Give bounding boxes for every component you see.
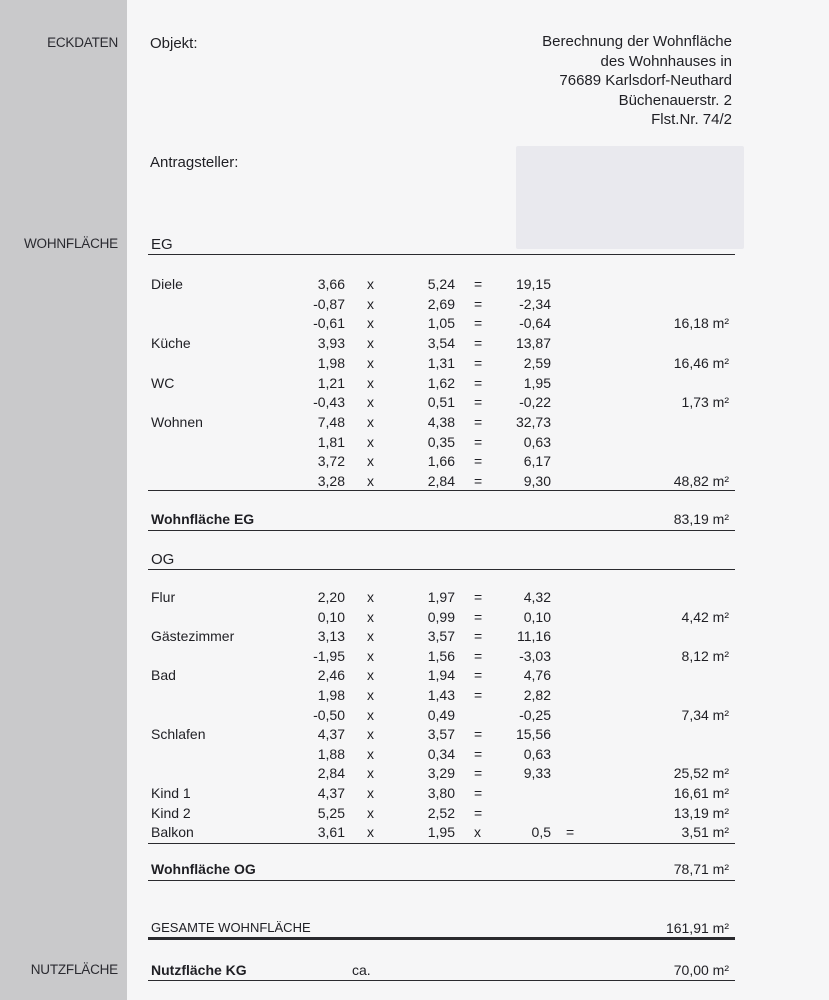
dimension-b: 0,35 bbox=[427, 433, 455, 450]
dimension-b: 1,31 bbox=[427, 354, 455, 371]
dimension-a: 4,37 bbox=[317, 785, 345, 801]
table-row bbox=[0, 609, 829, 629]
partial-result: 19,15 bbox=[515, 276, 551, 292]
dimension-a: 1,81 bbox=[317, 433, 345, 450]
dimension-a: 3,93 bbox=[317, 335, 345, 352]
operator: = bbox=[474, 453, 483, 470]
table-row bbox=[0, 276, 829, 296]
times-sign: x bbox=[367, 804, 374, 821]
room-sum: 16,18 m² bbox=[673, 315, 729, 332]
dimension-b: 1,94 bbox=[427, 667, 455, 684]
room-name: WC bbox=[151, 374, 175, 391]
room-sum: 3,51 m² bbox=[681, 824, 729, 841]
operator: = bbox=[474, 335, 483, 352]
og-heading: OG bbox=[151, 551, 175, 568]
operator-2: = bbox=[566, 824, 575, 841]
dimension-b: 1,66 bbox=[427, 453, 455, 470]
room-name: Gästezimmer bbox=[151, 628, 235, 645]
room-sum: 16,61 m² bbox=[673, 785, 729, 801]
partial-result: 0,63 bbox=[523, 745, 551, 762]
operator: = bbox=[474, 667, 483, 684]
partial-result: 4,32 bbox=[523, 589, 551, 605]
og-total-rule bbox=[148, 880, 735, 881]
operator: = bbox=[474, 589, 483, 605]
dimension-a: 2,20 bbox=[317, 589, 345, 605]
dimension-a: -1,95 bbox=[313, 647, 345, 664]
partial-result: 11,16 bbox=[517, 628, 551, 645]
table-row bbox=[0, 687, 829, 707]
address-line: Flst.Nr. 74/2 bbox=[651, 111, 732, 128]
dimension-b: 0,49 bbox=[427, 706, 455, 723]
dimension-a: 2,46 bbox=[317, 667, 345, 684]
times-sign: x bbox=[367, 276, 374, 292]
operator: = bbox=[474, 608, 483, 625]
operator: = bbox=[474, 687, 483, 703]
times-sign: x bbox=[367, 354, 374, 371]
table-row bbox=[0, 824, 829, 844]
partial-result: -0,25 bbox=[519, 706, 551, 723]
times-sign: x bbox=[367, 824, 374, 841]
room-name: Bad bbox=[151, 667, 176, 684]
table-row bbox=[0, 805, 829, 825]
times-sign: x bbox=[367, 335, 374, 352]
operator: = bbox=[474, 276, 483, 292]
table-row bbox=[0, 667, 829, 687]
dimension-a: 1,88 bbox=[317, 745, 345, 762]
dimension-b: 1,56 bbox=[427, 647, 455, 664]
nutz-ca: ca. bbox=[352, 962, 371, 978]
eg-heading-rule bbox=[148, 254, 735, 255]
room-name: Kind 1 bbox=[151, 785, 191, 801]
partial-result: -3,03 bbox=[519, 647, 551, 664]
table-row bbox=[0, 394, 829, 414]
dimension-a: 0,10 bbox=[317, 608, 345, 625]
table-row bbox=[0, 315, 829, 335]
dimension-a: 1,98 bbox=[317, 687, 345, 703]
dimension-b: 3,57 bbox=[427, 628, 455, 645]
dimension-a: 7,48 bbox=[317, 413, 345, 430]
nutz-rule bbox=[148, 980, 735, 981]
partial-result: -0,64 bbox=[519, 315, 551, 332]
eg-sum-rule bbox=[148, 490, 735, 491]
dimension-b: 5,24 bbox=[427, 276, 455, 292]
partial-result: 9,30 bbox=[523, 473, 551, 489]
operator: = bbox=[474, 647, 483, 664]
times-sign: x bbox=[367, 647, 374, 664]
dimension-a: -0,61 bbox=[313, 315, 345, 332]
operator: = bbox=[474, 413, 483, 430]
table-row bbox=[0, 414, 829, 434]
sidebar bbox=[0, 0, 127, 1000]
table-row bbox=[0, 746, 829, 766]
times-sign: x bbox=[367, 473, 374, 489]
table-row bbox=[0, 707, 829, 727]
dimension-a: -0,50 bbox=[313, 706, 345, 723]
operator: = bbox=[474, 374, 483, 391]
partial-result: -2,34 bbox=[519, 295, 551, 312]
times-sign: x bbox=[367, 394, 374, 411]
table-row bbox=[0, 589, 829, 609]
dimension-a: 3,66 bbox=[317, 276, 345, 292]
dimension-b: 0,51 bbox=[427, 394, 455, 411]
times-sign: x bbox=[367, 413, 374, 430]
address-block bbox=[542, 32, 732, 130]
operator: = bbox=[474, 628, 483, 645]
operator: = bbox=[474, 726, 483, 743]
table-row bbox=[0, 785, 829, 805]
times-sign: x bbox=[367, 315, 374, 332]
gesamt-value: 161,91 m² bbox=[665, 920, 729, 936]
dimension-b: 2,84 bbox=[427, 473, 455, 489]
operator: = bbox=[474, 295, 483, 312]
room-name: Wohnen bbox=[151, 413, 203, 430]
room-name: Küche bbox=[151, 335, 191, 352]
redacted-applicant-box bbox=[516, 146, 744, 249]
table-row bbox=[0, 434, 829, 454]
dimension-b: 3,57 bbox=[427, 726, 455, 743]
table-row bbox=[0, 453, 829, 473]
partial-result: 0,10 bbox=[523, 608, 551, 625]
table-row bbox=[0, 296, 829, 316]
room-sum: 25,52 m² bbox=[673, 765, 729, 782]
operator: = bbox=[474, 354, 483, 371]
room-sum: 48,82 m² bbox=[673, 473, 729, 489]
eg-heading: EG bbox=[151, 236, 173, 253]
operator: = bbox=[474, 433, 483, 450]
partial-result: 0,5 bbox=[531, 824, 551, 841]
dimension-a: 5,25 bbox=[317, 804, 345, 821]
times-sign: x bbox=[367, 687, 374, 703]
times-sign: x bbox=[367, 745, 374, 762]
eg-total-label: Wohnfläche EG bbox=[151, 511, 255, 527]
sidebar-label-nutzflaeche: NUTZFLÄCHE bbox=[30, 962, 118, 977]
dimension-b: 3,29 bbox=[427, 765, 455, 782]
dimension-b: 1,43 bbox=[427, 687, 455, 703]
nutz-value: 70,00 m² bbox=[673, 962, 729, 978]
operator: = bbox=[474, 785, 483, 801]
times-sign: x bbox=[367, 608, 374, 625]
room-name: Flur bbox=[151, 589, 176, 605]
dimension-b: 1,97 bbox=[427, 589, 455, 605]
dimension-a: 3,72 bbox=[317, 453, 345, 470]
room-name: Kind 2 bbox=[151, 804, 191, 821]
dimension-b: 2,69 bbox=[427, 295, 455, 312]
og-total-row bbox=[0, 861, 829, 881]
room-name: Schlafen bbox=[151, 726, 206, 743]
times-sign: x bbox=[367, 433, 374, 450]
dimension-a: 1,21 bbox=[317, 374, 345, 391]
room-name: Balkon bbox=[151, 824, 194, 841]
table-row bbox=[0, 648, 829, 668]
partial-result: 2,82 bbox=[523, 687, 551, 703]
table-row bbox=[0, 375, 829, 395]
times-sign: x bbox=[367, 765, 374, 782]
room-sum: 1,73 m² bbox=[681, 394, 729, 411]
dimension-b: 0,34 bbox=[427, 745, 455, 762]
dimension-a: -0,43 bbox=[313, 394, 345, 411]
address-line: Büchenauerstr. 2 bbox=[618, 91, 732, 109]
room-sum: 16,46 m² bbox=[673, 354, 729, 371]
eg-total-rule bbox=[148, 530, 735, 531]
gesamt-rule bbox=[148, 937, 735, 940]
partial-result: 13,87 bbox=[515, 335, 551, 352]
partial-result: 2,59 bbox=[523, 354, 551, 371]
dimension-a: 2,84 bbox=[317, 765, 345, 782]
partial-result: -0,22 bbox=[519, 394, 551, 411]
times-sign: x bbox=[367, 589, 374, 605]
partial-result: 0,63 bbox=[523, 433, 551, 450]
dimension-b: 1,62 bbox=[427, 374, 455, 391]
gesamt-label: GESAMTE WOHNFLÄCHE bbox=[151, 920, 311, 935]
times-sign: x bbox=[367, 374, 374, 391]
times-sign: x bbox=[367, 667, 374, 684]
partial-result: 1,95 bbox=[523, 374, 551, 391]
dimension-a: -0,87 bbox=[313, 295, 345, 312]
room-sum: 8,12 m² bbox=[681, 647, 729, 664]
nutz-row bbox=[0, 962, 829, 982]
times-sign: x bbox=[367, 706, 374, 723]
eg-total-value: 83,19 m² bbox=[673, 511, 729, 527]
partial-result: 6,17 bbox=[523, 453, 551, 470]
dimension-a: 3,28 bbox=[317, 473, 345, 489]
dimension-a: 3,61 bbox=[317, 824, 345, 841]
partial-result: 32,73 bbox=[515, 413, 551, 430]
sidebar-label-eckdaten: ECKDATEN bbox=[47, 35, 118, 50]
address-line: des Wohnhauses in bbox=[600, 52, 732, 70]
dimension-a: 3,13 bbox=[317, 628, 345, 645]
table-row bbox=[0, 726, 829, 746]
room-sum: 4,42 m² bbox=[681, 608, 729, 625]
times-sign: x bbox=[367, 726, 374, 743]
partial-result: 4,76 bbox=[523, 667, 551, 684]
partial-result: 15,56 bbox=[515, 726, 551, 743]
dimension-b: 0,99 bbox=[427, 608, 455, 625]
eg-total-row bbox=[0, 511, 829, 531]
sidebar-label-wohnflaeche: WOHNFLÄCHE bbox=[23, 236, 118, 251]
dimension-b: 1,95 bbox=[427, 824, 455, 841]
table-row bbox=[0, 335, 829, 355]
objekt-label: Objekt: bbox=[150, 35, 198, 52]
dimension-b: 3,80 bbox=[427, 785, 455, 801]
address-line: Berechnung der Wohnfläche bbox=[542, 33, 732, 50]
room-sum: 13,19 m² bbox=[673, 804, 729, 821]
antragsteller-label: Antragsteller: bbox=[150, 154, 239, 171]
operator: = bbox=[474, 473, 483, 489]
operator: = bbox=[474, 804, 483, 821]
dimension-a: 1,98 bbox=[317, 354, 345, 371]
operator: = bbox=[474, 745, 483, 762]
address-line: 76689 Karlsdorf-Neuthard bbox=[559, 72, 732, 89]
dimension-b: 4,38 bbox=[427, 413, 455, 430]
og-total-label: Wohnfläche OG bbox=[151, 861, 256, 877]
operator: x bbox=[474, 824, 481, 841]
table-row bbox=[0, 628, 829, 648]
og-heading-rule bbox=[148, 569, 735, 570]
times-sign: x bbox=[367, 295, 374, 312]
room-name: Diele bbox=[151, 276, 183, 292]
nutz-label: Nutzfläche KG bbox=[151, 962, 247, 978]
operator: = bbox=[474, 394, 483, 411]
operator: = bbox=[474, 315, 483, 332]
dimension-a: 4,37 bbox=[317, 726, 345, 743]
times-sign: x bbox=[367, 453, 374, 470]
table-row bbox=[0, 355, 829, 375]
partial-result: 9,33 bbox=[523, 765, 551, 782]
times-sign: x bbox=[367, 785, 374, 801]
dimension-b: 3,54 bbox=[427, 335, 455, 352]
room-sum: 7,34 m² bbox=[681, 706, 729, 723]
og-sum-rule bbox=[148, 843, 735, 844]
og-total-value: 78,71 m² bbox=[673, 861, 729, 877]
dimension-b: 1,05 bbox=[427, 315, 455, 332]
table-row bbox=[0, 765, 829, 785]
operator: = bbox=[474, 765, 483, 782]
dimension-b: 2,52 bbox=[427, 804, 455, 821]
times-sign: x bbox=[367, 628, 374, 645]
